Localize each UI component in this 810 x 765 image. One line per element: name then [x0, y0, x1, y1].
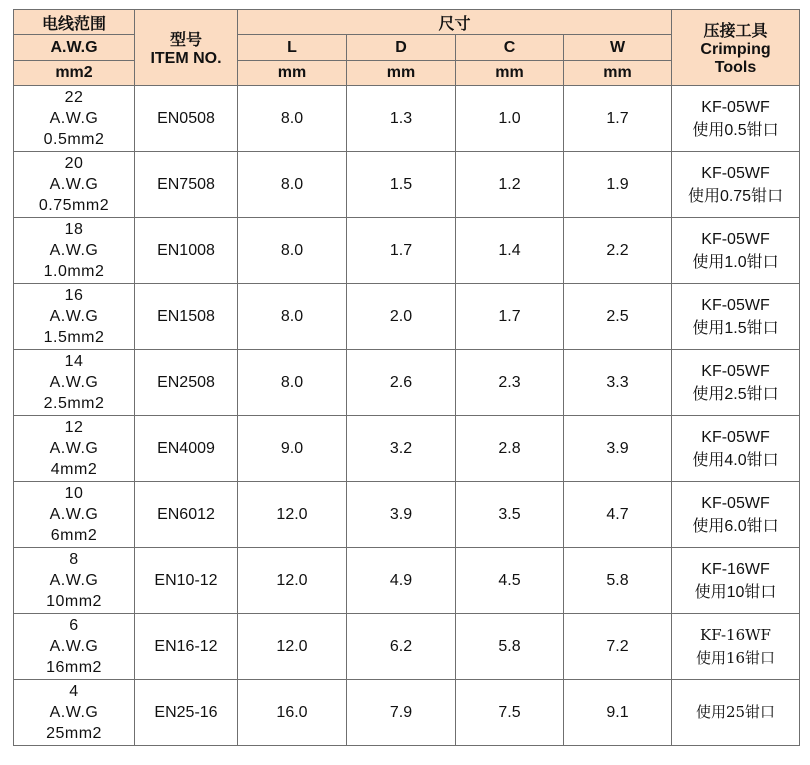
wire-awg: A.W.G	[49, 506, 99, 523]
cell-d: 1.3	[347, 86, 456, 152]
cell-d: 6.2	[347, 614, 456, 680]
cell-c: 4.5	[456, 548, 564, 614]
table-row	[14, 218, 800, 284]
cell-crimping-tool	[672, 218, 800, 284]
cell-wire-range	[14, 416, 135, 482]
wire-awg: A.W.G	[49, 308, 99, 325]
cell-c: 2.8	[456, 416, 564, 482]
cell-d: 3.2	[347, 416, 456, 482]
wire-area: 4mm2	[50, 461, 98, 478]
cell-item: EN6012	[135, 482, 238, 548]
cell-item: EN2508	[135, 350, 238, 416]
header-col-W: W	[564, 35, 672, 61]
tool-model: KF-05WF	[701, 164, 770, 182]
tool-model: KF-16WF	[700, 625, 771, 644]
cell-wire-range	[14, 350, 135, 416]
cell-wire-range	[14, 284, 135, 350]
wire-area: 10mm2	[46, 593, 102, 610]
wire-gauge: 10	[64, 485, 84, 502]
header-tool-cn: 压接工具	[703, 23, 768, 40]
tool-model: KF-05WF	[701, 362, 770, 380]
cell-crimping-tool	[672, 152, 800, 218]
cell-l: 8.0	[238, 284, 347, 350]
cell-crimping-tool	[672, 680, 800, 746]
cell-wire-range	[14, 548, 135, 614]
wire-area: 25mm2	[46, 725, 102, 742]
table-row	[14, 350, 800, 416]
wire-area: 0.5mm2	[43, 131, 105, 148]
header-crimping-tools	[672, 10, 800, 86]
wire-awg: A.W.G	[49, 110, 99, 127]
cell-l: 12.0	[238, 482, 347, 548]
wire-gauge: 16	[64, 287, 84, 304]
wire-awg: A.W.G	[49, 638, 99, 655]
cell-item: EN1508	[135, 284, 238, 350]
wire-area: 1.5mm2	[43, 329, 105, 346]
cell-w: 3.9	[564, 416, 672, 482]
cell-wire-range	[14, 614, 135, 680]
tool-model: KF-05WF	[701, 494, 770, 512]
wire-area: 16mm2	[46, 659, 102, 676]
tool-jaw: 使用2.5钳口	[692, 385, 779, 403]
cell-w: 2.2	[564, 218, 672, 284]
table-body	[14, 86, 800, 746]
header-unit-D: mm	[347, 61, 456, 86]
cell-d: 4.9	[347, 548, 456, 614]
header-col-C: C	[456, 35, 564, 61]
wire-awg: A.W.G	[49, 374, 99, 391]
cell-crimping-tool	[672, 86, 800, 152]
wire-area: 1.0mm2	[43, 263, 105, 280]
header-unit-W: mm	[564, 61, 672, 86]
wire-gauge: 4	[69, 683, 79, 700]
cell-item: EN7508	[135, 152, 238, 218]
header-unit-L: mm	[238, 61, 347, 86]
cell-l: 8.0	[238, 86, 347, 152]
wire-area: 6mm2	[50, 527, 98, 544]
tool-jaw: 使用25钳口	[695, 703, 776, 721]
cell-l: 12.0	[238, 614, 347, 680]
cell-l: 9.0	[238, 416, 347, 482]
wire-awg: A.W.G	[49, 704, 99, 721]
cell-c: 1.0	[456, 86, 564, 152]
table-header	[14, 10, 800, 86]
header-tool-en2: Tools	[714, 59, 757, 76]
tool-jaw: 使用6.0钳口	[692, 517, 779, 535]
cell-w: 9.1	[564, 680, 672, 746]
cell-crimping-tool	[672, 482, 800, 548]
header-tool-en1: Crimping	[700, 41, 771, 58]
header-wire-range: 电线范围	[14, 10, 135, 35]
cell-wire-range	[14, 86, 135, 152]
cell-d: 1.5	[347, 152, 456, 218]
wire-awg: A.W.G	[49, 242, 99, 259]
wire-awg: A.W.G	[49, 176, 99, 193]
cell-wire-range	[14, 152, 135, 218]
cell-item: EN25-16	[135, 680, 238, 746]
table-row	[14, 284, 800, 350]
header-awg: A.W.G	[14, 35, 135, 61]
cell-w: 4.7	[564, 482, 672, 548]
tool-jaw: 使用10钳口	[694, 583, 777, 601]
cell-d: 1.7	[347, 218, 456, 284]
cell-item: EN4009	[135, 416, 238, 482]
table-row	[14, 416, 800, 482]
tool-model: KF-16WF	[701, 560, 770, 578]
table-row	[14, 86, 800, 152]
wire-gauge: 20	[64, 155, 84, 172]
table-row	[14, 152, 800, 218]
table-row	[14, 614, 800, 680]
tool-model: KF-05WF	[701, 296, 770, 314]
tool-jaw: 使用0.75钳口	[687, 187, 784, 205]
cell-item: EN1008	[135, 218, 238, 284]
tool-model: KF-05WF	[701, 428, 770, 446]
tool-model: KF-05WF	[701, 98, 770, 116]
cell-c: 2.3	[456, 350, 564, 416]
cell-l: 12.0	[238, 548, 347, 614]
cell-item: EN16-12	[135, 614, 238, 680]
cell-wire-range	[14, 680, 135, 746]
cell-c: 1.2	[456, 152, 564, 218]
cell-w: 1.7	[564, 86, 672, 152]
spec-table	[13, 9, 800, 746]
cell-crimping-tool	[672, 350, 800, 416]
cell-w: 5.8	[564, 548, 672, 614]
cell-w: 3.3	[564, 350, 672, 416]
table-row	[14, 680, 800, 746]
header-mm2: mm2	[14, 61, 135, 86]
wire-gauge: 14	[64, 353, 84, 370]
wire-area: 0.75mm2	[38, 197, 110, 214]
cell-crimping-tool	[672, 284, 800, 350]
header-model-cn: 型号	[169, 32, 202, 49]
wire-gauge: 22	[64, 89, 84, 106]
cell-d: 2.6	[347, 350, 456, 416]
table-row	[14, 548, 800, 614]
cell-d: 7.9	[347, 680, 456, 746]
wire-area: 2.5mm2	[43, 395, 105, 412]
cell-c: 1.7	[456, 284, 564, 350]
cell-d: 3.9	[347, 482, 456, 548]
tool-jaw: 使用16钳口	[695, 648, 776, 667]
cell-w: 1.9	[564, 152, 672, 218]
cell-w: 7.2	[564, 614, 672, 680]
cell-l: 16.0	[238, 680, 347, 746]
wire-awg: A.W.G	[49, 440, 99, 457]
cell-d: 2.0	[347, 284, 456, 350]
cell-w: 2.5	[564, 284, 672, 350]
tool-jaw: 使用1.0钳口	[692, 253, 779, 271]
cell-c: 5.8	[456, 614, 564, 680]
cell-l: 8.0	[238, 152, 347, 218]
cell-crimping-tool	[672, 548, 800, 614]
tool-model: KF-05WF	[701, 230, 770, 248]
cell-crimping-tool	[672, 614, 800, 680]
cell-c: 3.5	[456, 482, 564, 548]
cell-c: 1.4	[456, 218, 564, 284]
cell-item: EN0508	[135, 86, 238, 152]
tool-jaw: 使用0.5钳口	[692, 121, 779, 139]
header-col-L: L	[238, 35, 347, 61]
header-col-D: D	[347, 35, 456, 61]
header-item-no-en: ITEM NO.	[150, 50, 222, 67]
tool-jaw: 使用4.0钳口	[692, 451, 779, 469]
header-unit-C: mm	[456, 61, 564, 86]
cell-wire-range	[14, 482, 135, 548]
table-row	[14, 482, 800, 548]
tool-jaw: 使用1.5钳口	[692, 319, 779, 337]
wire-gauge: 6	[69, 617, 79, 634]
wire-gauge: 8	[69, 551, 79, 568]
header-item-no	[135, 10, 238, 86]
cell-l: 8.0	[238, 350, 347, 416]
header-size: 尺寸	[238, 10, 672, 35]
cell-wire-range	[14, 218, 135, 284]
cell-item: EN10-12	[135, 548, 238, 614]
wire-gauge: 18	[64, 221, 84, 238]
wire-awg: A.W.G	[49, 572, 99, 589]
cell-crimping-tool	[672, 416, 800, 482]
wire-gauge: 12	[64, 419, 84, 436]
cell-c: 7.5	[456, 680, 564, 746]
cell-l: 8.0	[238, 218, 347, 284]
